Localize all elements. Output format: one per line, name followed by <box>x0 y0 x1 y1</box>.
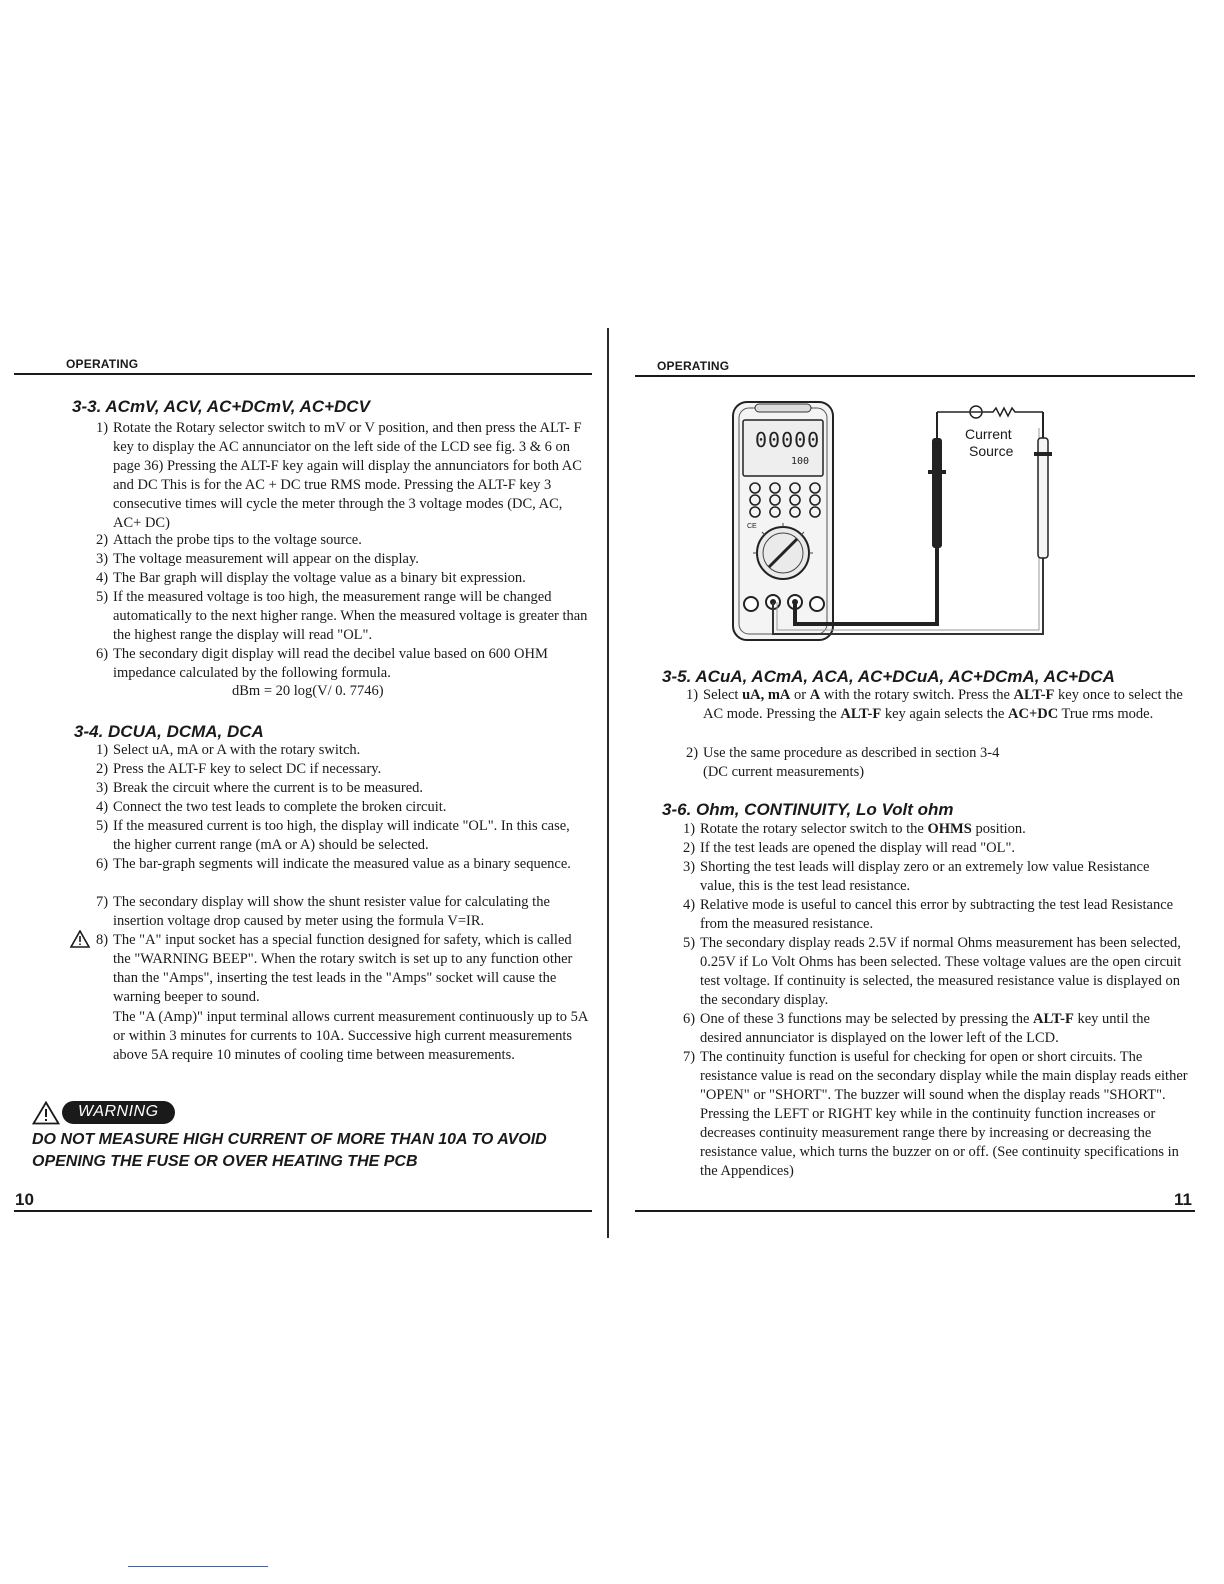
item-text-part: key again selects the <box>881 706 1009 722</box>
item-number: 7) <box>683 1049 696 1065</box>
list-item <box>683 1048 1188 1181</box>
item-text-part: True rms mode. <box>1058 706 1154 722</box>
item-text: If the measured voltage is too high, the measurement range will be changed automatically to the next higher range. When the measured voltage is greater than the highest range the display will read "OL". <box>113 589 588 643</box>
left-page-number: 10 <box>15 1190 34 1209</box>
item-number: 4) <box>683 897 696 913</box>
item-text-bold: AC+DC <box>1008 706 1059 722</box>
list-item <box>96 419 588 533</box>
item-number: 5) <box>96 818 109 834</box>
item-text: The continuity function is useful for checking for open or short circuits. The resistance value is read on the secondary display while the main display reads either "OPEN" or "SHORT". The buzzer will sound when the display reads "SHORT". Pressing the LEFT or RIGHT key while in the continuity function increases or decreases continuity measurement range there by increasing or decreasing the resistance value, which turns the buzzer on or off. (See continuity specifications in the Appendices) <box>700 1049 1188 1179</box>
current-source-label-1: Current <box>965 426 1012 442</box>
list-item <box>96 569 588 588</box>
page-divider <box>607 328 609 1238</box>
lcd-main-readout: 00000 <box>755 428 821 452</box>
item-text-continued: (DC current measurements) <box>703 764 865 780</box>
item-text-part: Rotate the rotary selector switch to the <box>700 821 928 837</box>
right-running-head: OPERATING <box>657 359 730 373</box>
item-number: 3) <box>96 551 109 567</box>
item-number: 3) <box>683 859 696 875</box>
item-number: 6) <box>683 1011 696 1027</box>
item-number: 4) <box>96 799 109 815</box>
item-text-bold: A <box>809 687 821 703</box>
right-footer-rule <box>635 1210 1195 1212</box>
current-source-label-2: Source <box>969 443 1014 459</box>
list-item <box>683 934 1188 1010</box>
list-item <box>683 1010 1188 1048</box>
item-text-bold: uA, mA <box>742 687 791 703</box>
item-number: 6) <box>96 856 109 872</box>
section-3-4-title: 3-4. DCUA, DCMA, DCA <box>74 722 264 741</box>
item-text-part: or <box>790 687 810 703</box>
list-item <box>683 820 1188 839</box>
item-number: 1) <box>683 821 696 837</box>
item-number: 6) <box>96 646 109 662</box>
item-number: 5) <box>96 589 109 605</box>
list-item <box>96 798 588 817</box>
item-number: 1) <box>686 687 699 703</box>
list-item <box>96 931 588 1007</box>
item-number: 4) <box>96 570 109 586</box>
item-text-part: One of these 3 functions may be selected by pressing the <box>700 1011 1034 1027</box>
item-text: If the test leads are opened the display will read "OL". <box>700 840 1016 856</box>
item-text <box>683 820 1188 839</box>
list-item <box>96 645 588 683</box>
list-item <box>96 779 588 798</box>
item-number: 1) <box>96 420 109 436</box>
list-item <box>96 531 588 550</box>
left-footer-rule <box>14 1210 592 1212</box>
item-text <box>683 1010 1188 1048</box>
item-text: Press the ALT-F key to select DC if necessary. <box>113 761 382 777</box>
warning-text-line-1: DO NOT MEASURE HIGH CURRENT OF MORE THAN 10A TO AVOID <box>32 1131 547 1148</box>
item-text-bold: OHMS <box>927 821 972 837</box>
section-3-3-title: 3-3. ACmV, ACV, AC+DCmV, AC+DCV <box>72 397 370 416</box>
caution-triangle-icon <box>70 930 90 948</box>
left-running-head: OPERATING <box>66 357 139 371</box>
item-text <box>686 686 1186 724</box>
item-number: 2) <box>683 840 696 856</box>
item-number: 2) <box>96 761 109 777</box>
item-text: If the measured current is too high, the display will indicate "OL". In this case, the higher current range (mA or A) should be selected. <box>113 818 570 853</box>
item-text: The "A" input socket has a special function designed for safety, which is called the "WARNING BEEP". When the rotary switch is set up to any function other than the "Amps", inserting the test leads in the "Amps" socket will cause the warning beeper to sound. <box>113 932 573 1005</box>
list-item <box>686 744 1186 782</box>
item-text: Rotate the Rotary selector switch to mV or V position, and then press the ALT- F key to display the AC annunciator on the left side of the LCD see fig. 3 & 6 on page 36) Pressing the ALT-F key again will display the annunciators for both AC and DC This is for the AC + DC true RMS mode. Pressing the ALT-F key 3 consecutive times will cycle the meter through the 3 voltage modes (DC, AC, AC+ DC) <box>113 420 582 531</box>
note-text: The "A (Amp)" input terminal allows current measurement continuously up to 5A or within 3 minutes for currents to 10A. Successive high current measurements above 5A require 10 minutes of cooling time between measurements. <box>113 1009 588 1063</box>
item-text-part: key until the desired annunciator is displayed on the lower left of the LCD. <box>700 1011 1150 1046</box>
lcd-secondary-readout: 100 <box>791 456 810 467</box>
list-item <box>96 760 588 779</box>
list-item <box>686 686 1186 724</box>
list-item <box>96 588 588 645</box>
item-text-bold: ALT-F <box>1013 687 1055 703</box>
item-text: Relative mode is useful to cancel this error by subtracting the test lead Resistance from the measured resistance. <box>700 897 1174 932</box>
left-header-rule <box>14 373 592 375</box>
list-item <box>96 741 588 760</box>
section-3-5-title: 3-5. ACuA, ACmA, ACA, AC+DCuA, AC+DCmA, AC+DCA <box>662 667 1115 686</box>
item-text: The Bar graph will display the voltage value as a binary bit expression. <box>113 570 526 586</box>
list-item <box>96 855 588 874</box>
list-item <box>683 839 1188 858</box>
item-text: The voltage measurement will appear on the display. <box>113 551 419 567</box>
item-text: Shorting the test leads will display zero or an extremely low value Resistance value, this is the test lead resistance. <box>700 859 1150 894</box>
item-text: The secondary display will show the shunt resister value for calculating the insertion voltage drop caused by meter using the formula V=IR. <box>113 894 550 929</box>
item-text: The secondary digit display will read the decibel value based on 600 OHM impedance calculated by the following formula. <box>113 646 548 681</box>
item-number: 3) <box>96 780 109 796</box>
item-text: The bar-graph segments will indicate the measured value as a binary sequence. <box>113 856 571 872</box>
item-text-bold: ALT-F <box>840 706 882 722</box>
multimeter-figure <box>725 398 1065 654</box>
item-text: Select uA, mA or A with the rotary switch. <box>113 742 361 758</box>
section-3-6-title: 3-6. Ohm, CONTINUITY, Lo Volt ohm <box>662 800 954 819</box>
item-text-part: Select <box>703 687 743 703</box>
item-text: Attach the probe tips to the voltage source. <box>113 532 362 548</box>
right-header-rule <box>635 375 1195 377</box>
warning-text-line-2: OPENING THE FUSE OR OVER HEATING THE PCB <box>32 1153 418 1170</box>
list-item <box>96 817 588 855</box>
item-text-bold: ALT-F <box>1033 1011 1074 1027</box>
item-text: Connect the two test leads to complete the broken circuit. <box>113 799 447 815</box>
item-number: 2) <box>96 532 109 548</box>
item-text: Break the circuit where the current is to be measured. <box>113 780 424 796</box>
item-text-part: with the rotary switch. Press the <box>820 687 1014 703</box>
list-item <box>96 550 588 569</box>
item-text-part: position. <box>971 821 1026 837</box>
bottom-underline <box>128 1566 268 1567</box>
svg-text:CE: CE <box>747 523 757 530</box>
item-number: 5) <box>683 935 696 951</box>
list-item <box>683 896 1188 934</box>
item-text: Use the same procedure as described in section 3-4 <box>703 745 1000 761</box>
item-number: 2) <box>686 745 699 761</box>
right-page-number: 11 <box>1174 1190 1192 1209</box>
item-number: 8) <box>96 932 109 948</box>
list-item <box>96 893 588 931</box>
item-text-part: key once to select the AC mode. Pressing the <box>703 687 1183 722</box>
item-number: 7) <box>96 894 109 910</box>
warning-badge: WARNING <box>62 1101 175 1124</box>
item-text: The secondary display reads 2.5V if normal Ohms measurement has been selected, 0.25V if Lo Volt Ohms has been selected. These voltage values are the open circuit test voltage. If continuity is selected, the measured resistance value is displayed on the secondary display. <box>700 935 1182 1008</box>
dbm-formula: dBm = 20 log(V/ 0. 7746) <box>232 683 384 699</box>
amp-terminal-note <box>113 1008 588 1065</box>
item-number: 1) <box>96 742 109 758</box>
list-item <box>683 858 1188 896</box>
warning-triangle-icon <box>32 1101 60 1125</box>
